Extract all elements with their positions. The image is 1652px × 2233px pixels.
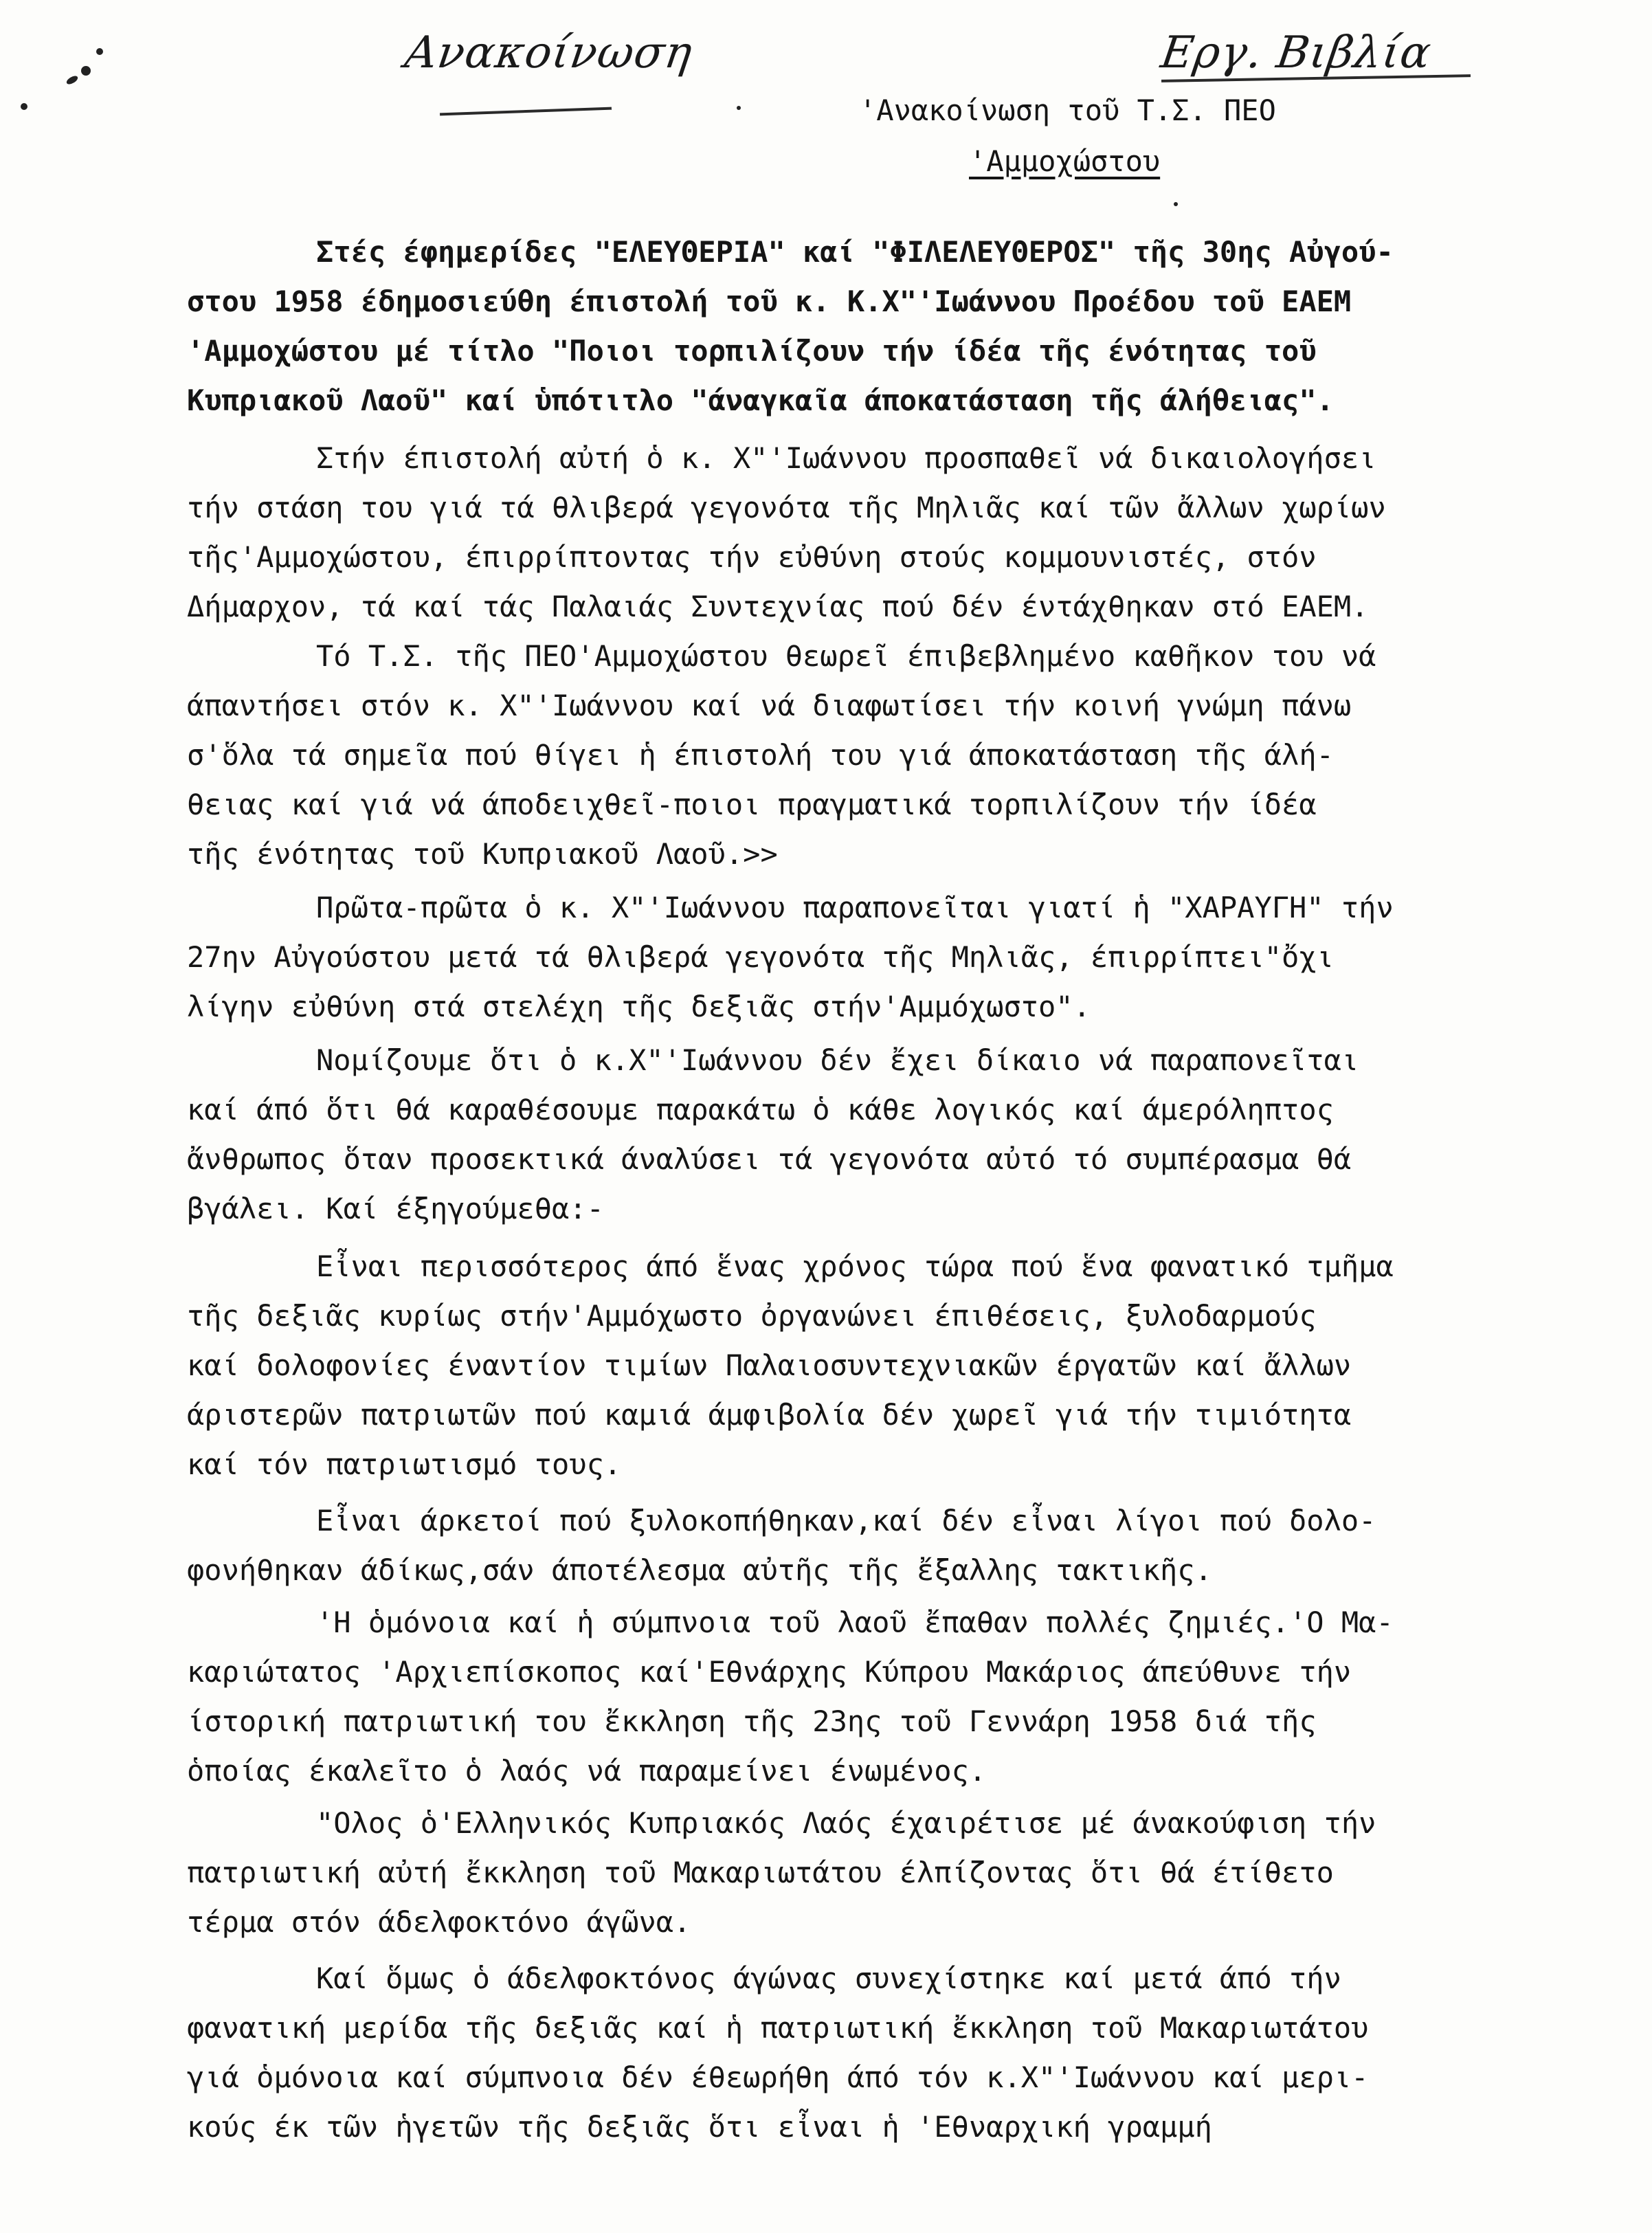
text-line: φονήθηκαν άδίκως,σάν άποτέλεσμα αὐτῆς τῆς ἔξαλλης τακτικῆς.: [187, 1553, 1212, 1587]
text-line: τῆς'Αμμοχώστου, έπιρρίπτοντας τήν εὐθύνη στούς κομμουνιστές, στόν: [187, 540, 1317, 574]
text-line: 'Η ὁμόνοια καί ἡ σύμπνοια τοῦ λαοῦ ἔπαθαν πολλές ζημιές.'Ο Μα-: [316, 1606, 1394, 1639]
text-line: Στές έφημερίδες "ΕΛΕΥΘΕΡΙΑ" καί "ΦΙΛΕΛΕΥΘΕΡΟΣ" τῆς 30ης Αὐγού-: [316, 235, 1394, 269]
text-line: καριώτατος 'Αρχιεπίσκοπος καί'Εθνάρχης Κύπρου Μακάριος άπεύθυνε τήν: [187, 1655, 1352, 1689]
text-line: τῆς ένότητας τοῦ Κυπριακοῦ Λαοῦ.>>: [187, 837, 778, 871]
ink-mark: [96, 48, 103, 55]
text-line: λίγην εὐθύνη στά στελέχη τῆς δεξιᾶς στήν'Αμμόχωστο".: [187, 990, 1091, 1023]
text-line: καί δολοφονίες έναντίον τιμίων Παλαιοσυντεχνιακῶν έργατῶν καί ἄλλων: [187, 1348, 1352, 1382]
handwritten-underline-left: [440, 107, 612, 116]
ink-mark: [81, 66, 91, 76]
text-line: άριστερῶν πατριωτῶν πού καμιά άμφιβολία δέν χωρεῖ γιά τήν τιμιότητα: [187, 1398, 1352, 1432]
text-line: θειας καί γιά νά άποδειχθεῖ-ποιοι πραγματικά τορπιλίζουν τήν ίδέα: [187, 788, 1317, 821]
text-line: ίστορική πατριωτική του ἔκκληση τῆς 23ης τοῦ Γεννάρη 1958 διά τῆς: [187, 1704, 1317, 1738]
text-line: "Ολος ὁ'Ελληνικός Κυπριακός Λαός έχαιρέτισε μέ άνακούφιση τήν: [316, 1806, 1376, 1840]
handwritten-note-left: Ανακοίνωση: [401, 27, 696, 78]
text-line: ὁποίας έκαλεῖτο ὁ λαός νά παραμείνει ένωμένος.: [187, 1754, 987, 1788]
ink-mark: [21, 103, 27, 110]
page-title: 'Ανακοίνωση τοῦ Τ.Σ. ΠΕΟ: [859, 93, 1276, 127]
text-line: άπαντήσει στόν κ. Χ"'Ιωάννου καί νά διαφωτίσει τήν κοινή γνώμη πάνω: [187, 689, 1352, 722]
text-line: γιά ὁμόνοια καί σύμπνοια δέν έθεωρήθη άπό τόν κ.Χ"'Ιωάννου καί μερι-: [187, 2060, 1369, 2094]
text-line: σ'ὅλα τά σημεῖα πού θίγει ἡ έπιστολή του γιά άποκατάσταση τῆς άλή-: [187, 738, 1334, 772]
text-line: Στήν έπιστολή αὐτή ὁ κ. Χ"'Ιωάννου προσπαθεῖ νά δικαιολογήσει: [316, 441, 1376, 475]
text-line: 'Αμμοχώστου μέ τίτλο "Ποιοι τορπιλίζουν τήν ίδέα τῆς ένότητας τοῦ: [187, 334, 1317, 368]
text-line: καί άπό ὅτι θά καραθέσουμε παρακάτω ὁ κάθε λογικός καί άμερόληπτος: [187, 1093, 1334, 1126]
text-line: Νομίζουμε ὅτι ὁ κ.Χ"'Ιωάννου δέν ἔχει δίκαιο νά παραπονεῖται: [316, 1043, 1359, 1077]
text-line: 27ην Αὐγούστου μετά τά θλιβερά γεγονότα τῆς Μηλιᾶς, έπιρρίπτει"ὄχι: [187, 940, 1334, 974]
text-line: Τό Τ.Σ. τῆς ΠΕΟ'Αμμοχώστου θεωρεῖ έπιβεβλημένο καθῆκον του νά: [316, 639, 1376, 673]
text-line: βγάλει. Καί έξηγούμεθα:-: [187, 1192, 604, 1225]
text-line: πατριωτική αὐτή ἔκκληση τοῦ Μακαριωτάτου έλπίζοντας ὅτι θά έτίθετο: [187, 1856, 1334, 1889]
handwritten-note-right: Εργ. Βιβλία: [1157, 27, 1435, 78]
text-line: τῆς δεξιᾶς κυρίως στήν'Αμμόχωστο ὀργανώνει έπιθέσεις, ξυλοδαρμούς: [187, 1299, 1317, 1333]
text-line: Πρῶτα-πρῶτα ὁ κ. Χ"'Ιωάννου παραπονεῖται γιατί ἡ "ΧΑΡΑΥΓΗ" τήν: [316, 891, 1394, 924]
text-line: φανατική μερίδα τῆς δεξιᾶς καί ἡ πατριωτική ἔκκληση τοῦ Μακαριωτάτου: [187, 2011, 1369, 2045]
text-line: Εἶναι περισσότερος άπό ἕνας χρόνος τώρα πού ἕνα φανατικό τμῆμα: [316, 1249, 1394, 1283]
text-line: Δήμαρχον, τά καί τάς Παλαιάς Συντεχνίας πού δέν έντάχθηκαν στό ΕΑΕΜ.: [187, 590, 1369, 623]
text-line: καί τόν πατριωτισμό τους.: [187, 1447, 622, 1481]
ink-mark: [65, 74, 79, 86]
text-line: στου 1958 έδημοσιεύθη έπιστολή τοῦ κ. Κ.Χ"'Ιωάννου Προέδου τοῦ ΕΑΕΜ: [187, 285, 1352, 318]
text-line: Εἶναι άρκετοί πού ξυλοκοπήθηκαν,καί δέν εἶναι λίγοι πού δολο-: [316, 1504, 1376, 1537]
text-line: ἄνθρωπος ὅταν προσεκτικά άναλύσει τά γεγονότα αὐτό τό συμπέρασμα θά: [187, 1142, 1352, 1176]
text-line: Κυπριακοῦ Λαοῦ" καί ὑπότιτλο "άναγκαῖα άποκατάσταση τῆς άλήθειας".: [187, 384, 1334, 417]
ink-mark: [1174, 202, 1178, 206]
text-line: τέρμα στόν άδελφοκτόνο άγῶνα.: [187, 1905, 691, 1939]
text-line: κούς έκ τῶν ἡγετῶν τῆς δεξιᾶς ὅτι εἶναι ἡ 'Εθναρχική γραμμή: [187, 2110, 1212, 2144]
page-subtitle: 'Αμμοχώστου: [969, 144, 1161, 178]
text-line: Καί ὅμως ὁ άδελφοκτόνος άγώνας συνεχίστηκε καί μετά άπό τήν: [316, 1962, 1341, 1995]
text-line: τήν στάση του γιά τά θλιβερά γεγονότα τῆς Μηλιᾶς καί τῶν ἄλλων χωρίων: [187, 491, 1386, 524]
ink-mark: [737, 106, 741, 110]
